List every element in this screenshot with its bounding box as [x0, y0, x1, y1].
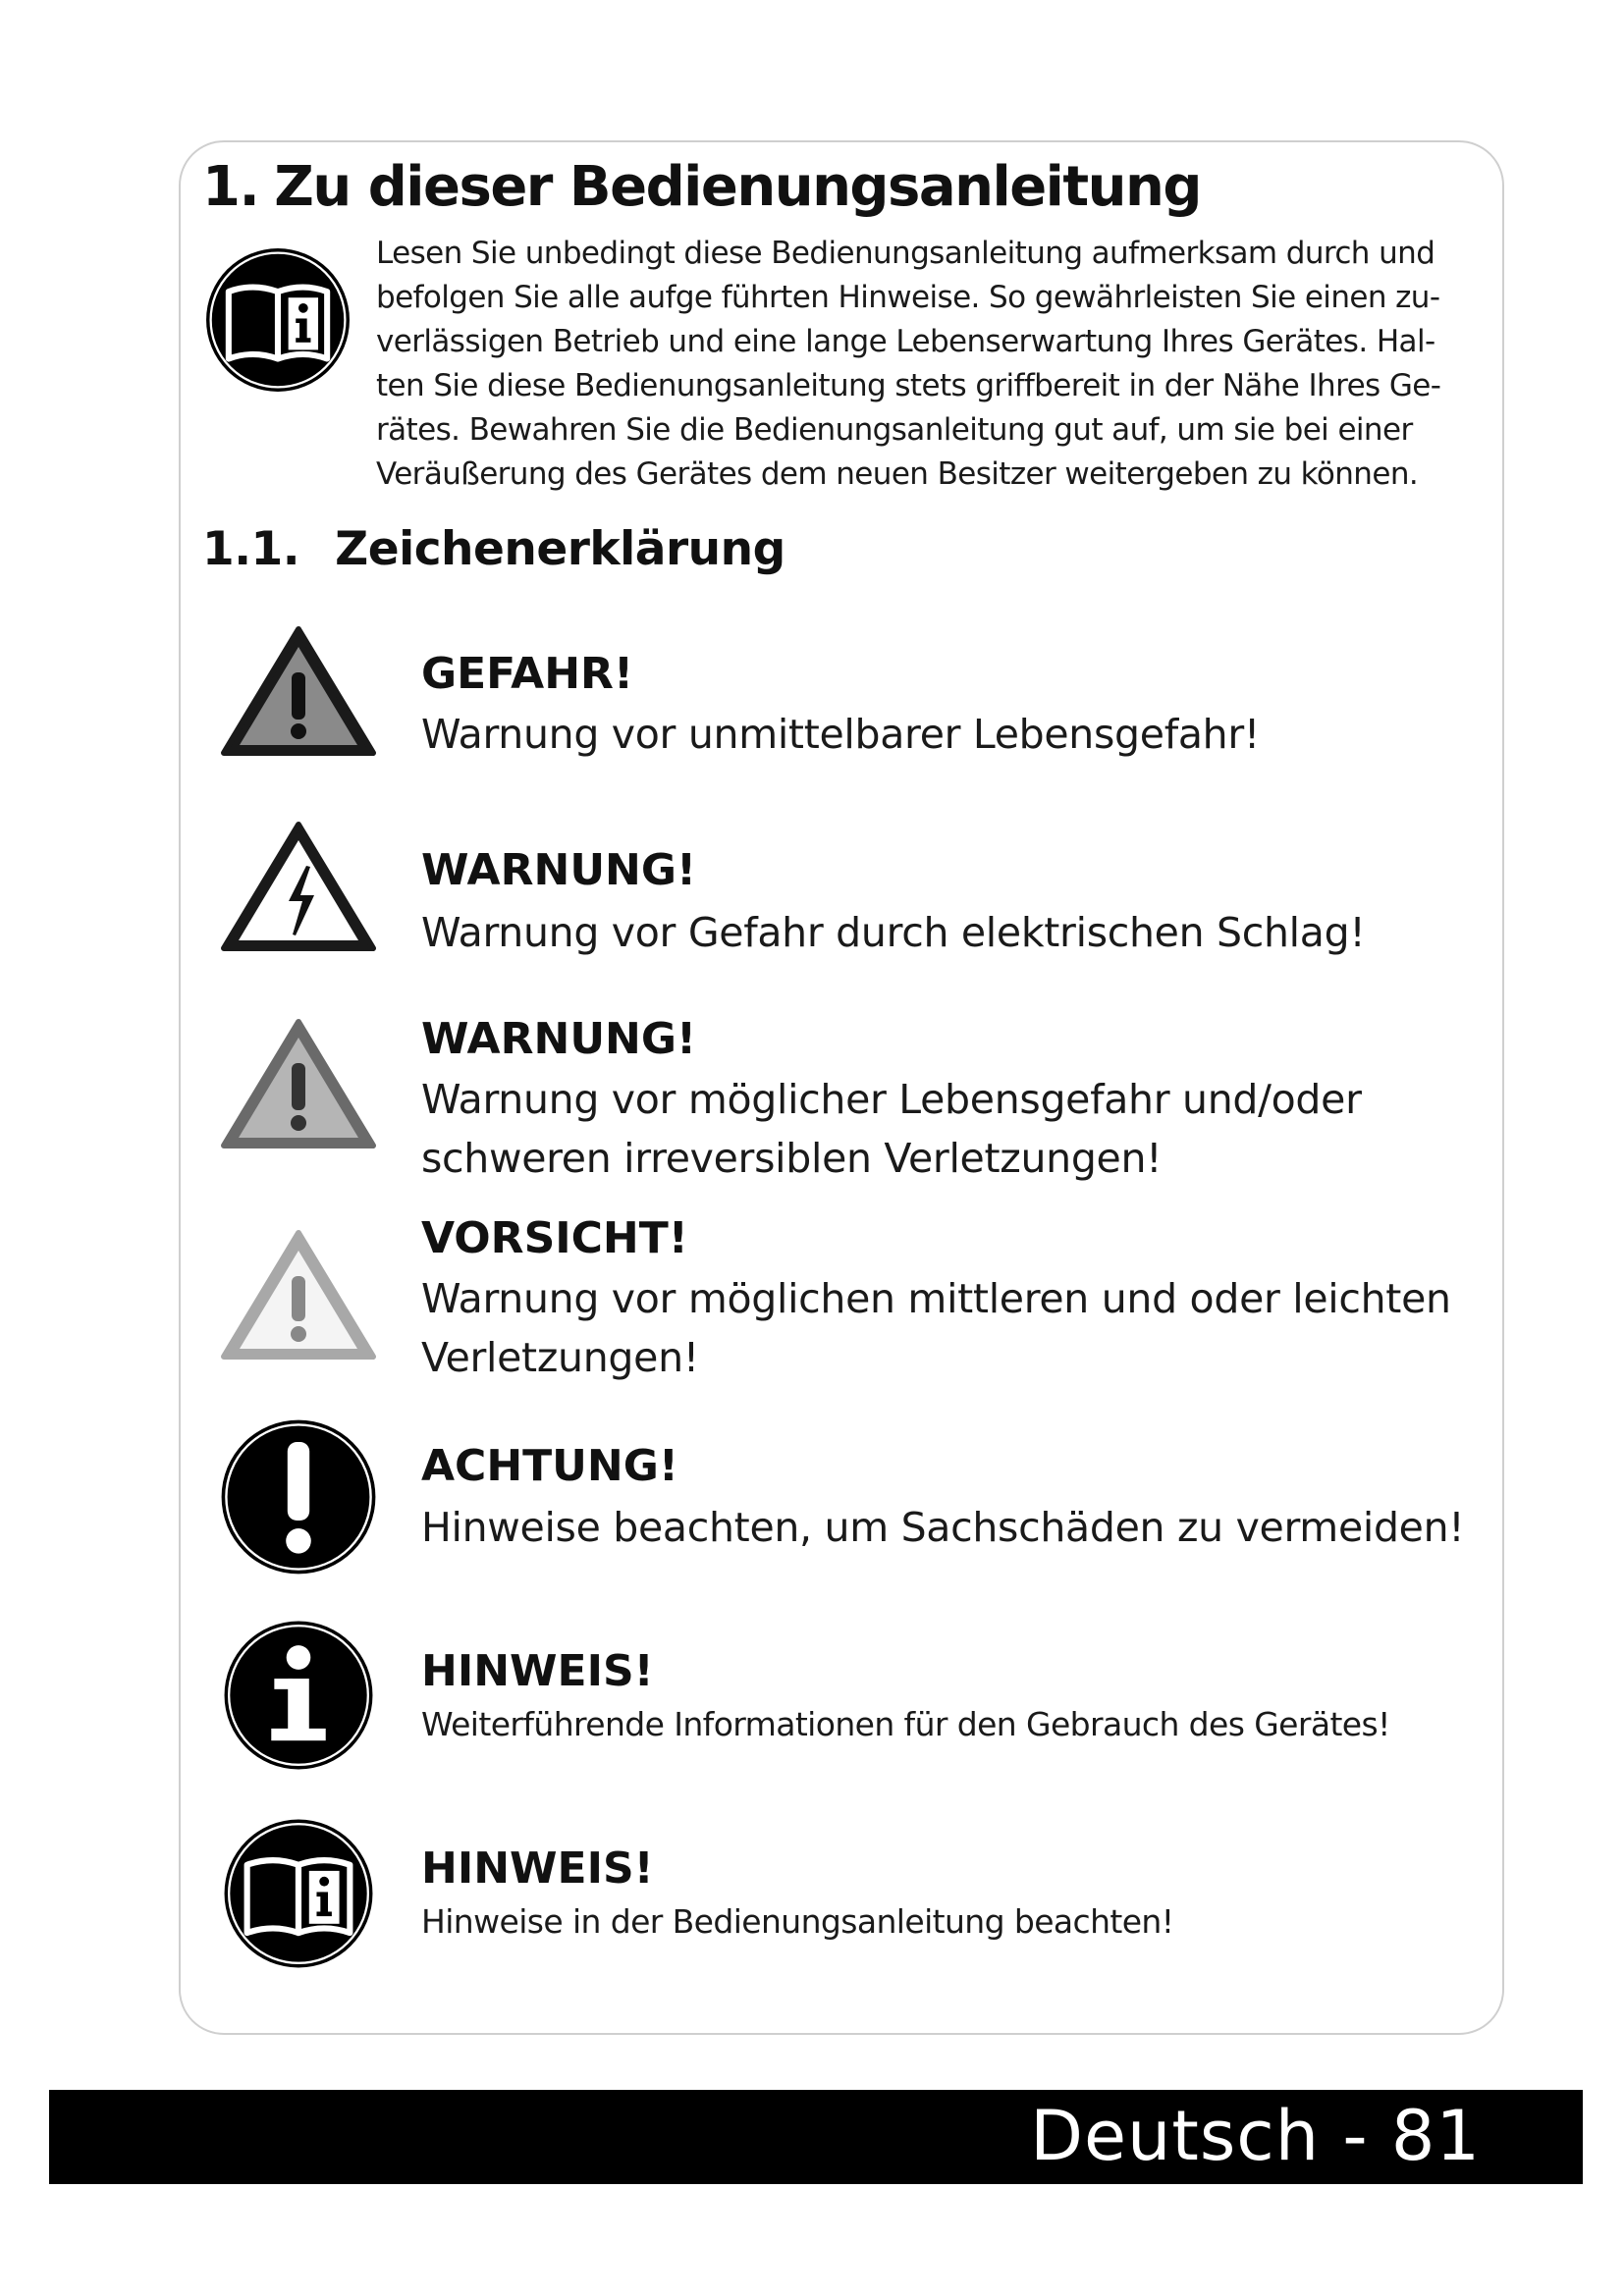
intro-line: verlässigen Betrieb und eine lange Lebenserwartung Ihres Gerätes. Hal- [376, 324, 1435, 359]
symbol-title: GEFAHR! [421, 649, 634, 699]
warning-triangle-icon [220, 1018, 377, 1151]
manual-info-icon [203, 245, 352, 395]
danger-warning-triangle-icon [220, 625, 377, 759]
symbol-description-line: Warnung vor möglicher Lebensgefahr und/oder [421, 1076, 1362, 1123]
symbol-title: WARNUNG! [421, 1014, 697, 1064]
section-number: 1. [202, 155, 259, 219]
symbol-description-line: Hinweise in der Bedienungsanleitung beachten! [421, 1902, 1174, 1941]
intro-line: Veräußerung des Gerätes dem neuen Besitzer weitergeben zu können. [376, 456, 1419, 492]
attention-exclamation-icon [220, 1418, 377, 1575]
symbol-description-line: Verletzungen! [421, 1334, 699, 1381]
intro-paragraph [376, 232, 1495, 497]
caution-triangle-icon [220, 1229, 377, 1362]
section-heading [202, 155, 1201, 219]
intro-line: befolgen Sie alle aufge führten Hinweise. So gewährleisten Sie einen zu- [376, 280, 1440, 315]
symbol-description [421, 1703, 1390, 1746]
page-number-label: Deutsch - 81 [1030, 2096, 1481, 2176]
manual-info-icon [223, 1818, 374, 1969]
symbol-title: WARNUNG! [421, 845, 697, 895]
symbol-title: HINWEIS! [421, 1646, 654, 1696]
symbol-description [421, 1900, 1173, 1944]
symbol-description-line: Hinweise beachten, um Sachschäden zu vermeiden! [421, 1504, 1465, 1551]
page-footer [49, 2090, 1583, 2184]
symbol-description-line: Warnung vor unmittelbarer Lebensgefahr! [421, 711, 1261, 758]
intro-line: rätes. Bewahren Sie die Bedienungsanleitung gut auf, um sie bei einer [376, 412, 1413, 448]
subsection-number: 1.1. [202, 522, 300, 576]
symbol-description-line: Warnung vor Gefahr durch elektrischen Schlag! [421, 909, 1366, 956]
subsection-title: Zeichenerklärung [335, 522, 785, 576]
symbol-description [421, 1498, 1464, 1557]
symbol-description-line: Weiterführende Informationen für den Gebrauch des Gerätes! [421, 1705, 1390, 1743]
section-title: Zu dieser Bedienungsanleitung [274, 155, 1201, 219]
symbol-description-line: Warnung vor möglichen mittleren und oder leichten [421, 1275, 1451, 1322]
electric-shock-triangle-icon [220, 821, 377, 954]
intro-line: Lesen Sie unbedingt diese Bedienungsanleitung aufmerksam durch und [376, 236, 1435, 271]
symbol-title: ACHTUNG! [421, 1441, 678, 1491]
subsection-heading [202, 522, 785, 576]
symbol-description [421, 1269, 1451, 1387]
symbol-description [421, 1070, 1362, 1188]
symbol-description [421, 903, 1365, 962]
symbol-title: HINWEIS! [421, 1843, 654, 1894]
symbol-title: VORSICHT! [421, 1213, 688, 1263]
symbol-description-line: schweren irreversiblen Verletzungen! [421, 1135, 1163, 1182]
intro-line: ten Sie diese Bedienungsanleitung stets griffbereit in der Nähe Ihres Ge- [376, 368, 1441, 403]
info-icon [223, 1620, 374, 1771]
symbol-description [421, 705, 1260, 764]
